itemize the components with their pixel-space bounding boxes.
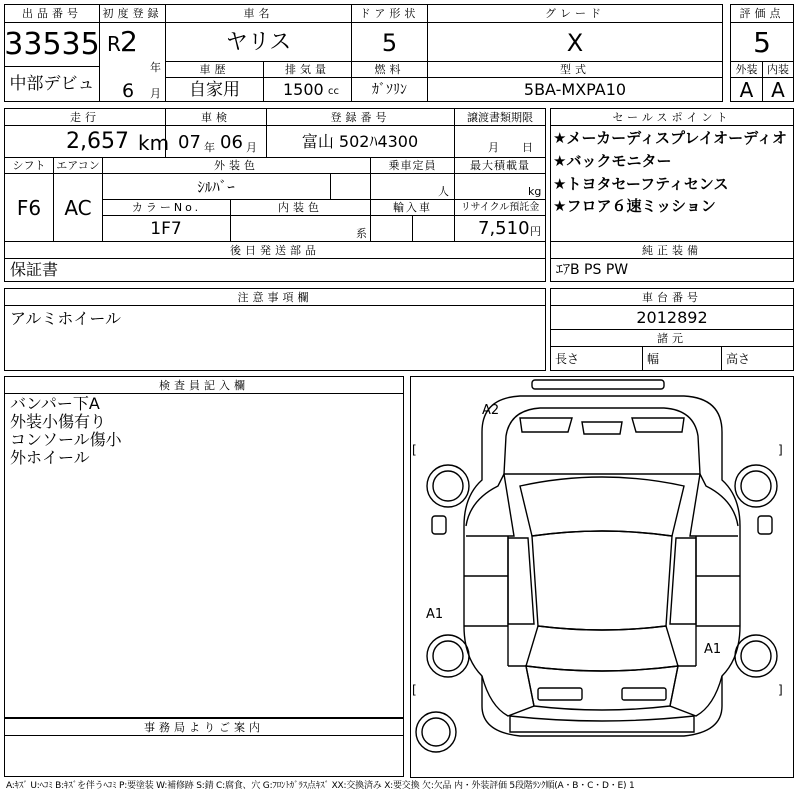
doors-label: ドア形状 <box>351 4 428 23</box>
svg-text:[: [ <box>412 683 417 697</box>
recycle-fee: 7,510 <box>478 218 530 239</box>
damage-mark: A2 <box>482 403 500 418</box>
history: 自家用 <box>189 79 240 100</box>
office-label: 事務局よりご案内 <box>4 718 404 736</box>
transfer-doc-label: 譲渡書類期限 <box>454 108 546 126</box>
inspection-year-unit: 年 <box>204 141 215 154</box>
model-code: 5BA-MXPA10 <box>523 80 627 99</box>
car-diagram <box>410 376 794 778</box>
score: 5 <box>753 26 771 59</box>
notes-label: 注意事項欄 <box>4 288 546 306</box>
car-name-label: 車名 <box>165 4 352 23</box>
inspector-line: 外装小傷有り <box>10 412 107 431</box>
model-code-label: 型式 <box>427 61 723 78</box>
shift-label: シフト <box>4 157 54 174</box>
capacity-unit: 人 <box>438 185 449 198</box>
interior-color-label: 内装色 <box>230 199 371 216</box>
displacement-unit: cc <box>328 86 339 97</box>
svg-text:]: ] <box>778 443 783 457</box>
inspector-line: バンパー下A <box>10 394 100 413</box>
exterior-color-label: 外装色 <box>102 157 371 174</box>
model-debut: 中部デビュ <box>9 73 95 94</box>
transfer-day-unit: 日 <box>522 141 533 154</box>
sales-point-item: ★フロア６速ミッション <box>553 197 716 215</box>
color-no: 1F7 <box>150 218 182 239</box>
color-no-label: カラーNo. <box>102 199 231 216</box>
interior-color-unit: 系 <box>356 227 367 240</box>
first-registration-label: 初度登録 <box>99 4 166 23</box>
sales-point-item: ★メーカーディスプレイオーディオ <box>553 129 787 147</box>
recycle-unit: 円 <box>530 225 541 238</box>
equipment-label: 純正装備 <box>550 241 794 259</box>
dimension-height: 高さ <box>726 352 751 366</box>
doors: 5 <box>381 29 398 57</box>
notes: アルミホイール <box>10 309 122 328</box>
chassis-label: 車台番号 <box>550 288 794 306</box>
inspector-line: 外ホイール <box>10 448 90 467</box>
chassis-number: 2012892 <box>636 308 708 327</box>
capacity-label: 乗車定員 <box>370 157 455 174</box>
car-name: ヤリス <box>225 30 292 55</box>
aircon-label: エアコン <box>53 157 103 174</box>
office-box <box>4 735 404 777</box>
later-parts-label: 後日発送部品 <box>4 241 546 259</box>
fuel: ｶﾞｿﾘﾝ <box>372 82 407 98</box>
inspection-month: 06 <box>220 132 243 153</box>
year-unit: 年 <box>150 61 161 74</box>
aircon: AC <box>64 196 92 220</box>
fuel-label: 燃料 <box>351 61 428 78</box>
interior-grade: A <box>771 78 785 102</box>
inspection-month-unit: 月 <box>246 141 257 154</box>
sales-point-item: ★バックモニター <box>553 152 672 170</box>
mileage: 2,657 <box>66 129 129 154</box>
exterior-grade-label: 外装 <box>730 61 763 78</box>
score-label: 評価点 <box>730 4 794 23</box>
later-parts: 保証書 <box>10 260 59 279</box>
displacement-label: 排気量 <box>263 61 352 78</box>
damage-mark: A1 <box>704 642 722 657</box>
equipment: ｴｱB PS PW <box>556 262 629 278</box>
history-label: 車歴 <box>165 61 264 78</box>
max-load-label: 最大積載量 <box>454 157 546 174</box>
plate-label: 登録番号 <box>266 108 455 126</box>
exterior-grade: A <box>739 78 754 102</box>
inspection-year: 07 <box>178 132 201 153</box>
shift: F6 <box>16 196 42 220</box>
inspector-line: コンソール傷小 <box>10 430 122 449</box>
sales-point-item: ★トヨタセーフティセンス <box>553 175 729 193</box>
lot-number-label: 出品番号 <box>4 4 100 23</box>
interior-grade-label: 内装 <box>762 61 794 78</box>
first-registration-month: 6 <box>122 80 135 102</box>
dimensions-label: 諸元 <box>550 329 794 347</box>
inspection-label: 車検 <box>165 108 267 126</box>
month-unit: 月 <box>150 87 161 100</box>
max-load-unit: kg <box>528 185 542 198</box>
first-registration-year: 2 <box>120 25 138 58</box>
recycle-label: リサイクル預託金 <box>454 199 546 216</box>
grade-label: グレード <box>427 4 723 23</box>
dimension-length: 長さ <box>555 352 580 366</box>
lot-number: 33535 <box>4 27 100 62</box>
import-label: 輸入車 <box>370 199 455 216</box>
svg-text:]: ] <box>778 683 783 697</box>
mileage-label: 走行 <box>4 108 166 126</box>
plate: 富山 502ﾊ4300 <box>301 131 419 151</box>
svg-text:[: [ <box>412 443 417 457</box>
transfer-month-unit: 月 <box>488 141 499 154</box>
displacement: 1500 <box>283 80 324 99</box>
dimension-width: 幅 <box>647 352 660 366</box>
mileage-unit: km <box>138 131 170 155</box>
sales-points-label: セールスポイント <box>550 108 794 126</box>
grade: X <box>566 29 584 57</box>
exterior-color: ｼﾙﾊﾞｰ <box>197 177 235 196</box>
era: R <box>107 32 121 56</box>
damage-mark: A1 <box>426 607 444 622</box>
legend: A:ｷｽﾞ U:ﾍｺﾐ B:ｷｽﾞを伴うﾍｺﾐ P:要塗装 W:補修跡 S:錆 C:腐食、穴 G:ﾌﾛﾝﾄｶﾞﾗｽ点ｷｽﾞ XX:交換済み X:要交換 欠:欠品 内・外装評価 5段階ﾗﾝｸ順(A・B・C・D・E) 1 <box>6 781 635 791</box>
inspector-label: 検査員記入欄 <box>4 376 404 394</box>
